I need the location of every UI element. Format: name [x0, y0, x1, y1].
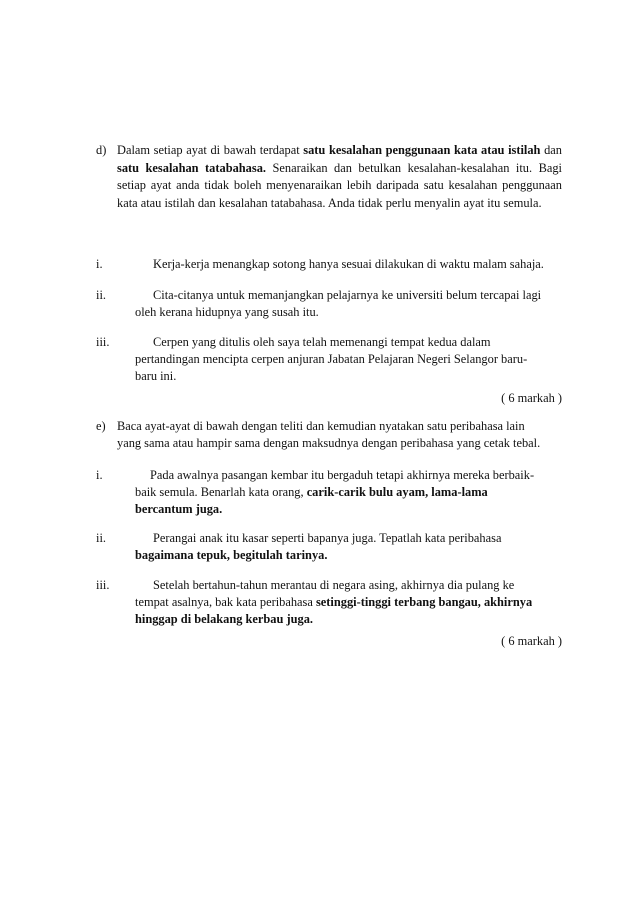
item-e-i-line-2 — [135, 484, 488, 502]
item-e-iii-line-2-text: tempat asalnya, bak kata peribahasa — [135, 595, 316, 609]
item-e-iii-line-3 — [135, 611, 313, 629]
item-d-ii-number: ii. — [96, 288, 106, 302]
section-e-instruction-line-1: Baca ayat-ayat di bawah dengan teliti dan kemudian nyatakan satu peribahasa lain — [117, 419, 525, 433]
item-d-iii-line-2: pertandingan mencipta cerpen anjuran Jabatan Pelajaran Negeri Selangor baru- — [135, 352, 528, 366]
item-e-iii-proverb-part-1: setinggi-tinggi terbang bangau, akhirnya — [315, 595, 533, 609]
section-d-bold-1: satu kesalahan penggunaan kata atau istilah — [303, 143, 541, 157]
item-e-iii-proverb-part-2: hinggap di belakang kerbau juga. — [135, 612, 314, 626]
section-d-instruction — [117, 142, 562, 212]
item-d-iii-line-1: Cerpen yang ditulis oleh saya telah memenangi tempat kedua dalam — [153, 335, 491, 349]
item-e-i-line-2-text: baik semula. Benarlah kata orang, — [135, 485, 307, 499]
item-d-ii-line-2: oleh kerana hidupnya yang susah itu. — [135, 305, 319, 319]
item-d-ii-line-1: Cita-citanya untuk memanjangkan pelajarnya ke universiti belum tercapai lagi — [153, 288, 542, 302]
item-e-ii-proverb: bagaimana tepuk, begitulah tarinya. — [135, 548, 328, 562]
section-e-marks: ( 6 markah ) — [501, 634, 562, 648]
item-e-iii-number: iii. — [96, 578, 110, 592]
item-e-i-proverb-part-2: bercantum juga. — [135, 502, 223, 516]
item-e-i-proverb-part-1: carik-carik bulu ayam, lama-lama — [306, 485, 488, 499]
section-d-bold-2: satu kesalahan tatabahasa. — [117, 160, 266, 175]
item-d-iii-line-3: baru ini. — [135, 369, 177, 383]
section-d-text-2: dan — [540, 143, 562, 157]
section-d-text-3: Senaraikan dan betulkan kesalahan-kesalahan itu. Bagi setiap ayat anda tidak boleh menyenaraikan lebih daripada satu kesalahan penggunaan kata atau istilah dan kesalahan tatabahasa. Anda tidak perlu menyalin ayat itu semula. — [117, 160, 563, 210]
item-d-i-number: i. — [96, 257, 103, 271]
section-e-instruction-line-2: yang sama atau hampir sama dengan maksudnya dengan peribahasa yang cetak tebal. — [117, 436, 541, 450]
section-d-marks: ( 6 markah ) — [501, 391, 562, 405]
item-e-ii-number: ii. — [96, 531, 106, 545]
item-d-iii-number: iii. — [96, 335, 110, 349]
item-e-ii-line-1: Perangai anak itu kasar seperti bapanya juga. Tepatlah kata peribahasa — [153, 531, 502, 545]
section-d-text-1: Dalam setiap ayat di bawah terdapat — [117, 143, 304, 157]
item-e-ii-line-2 — [135, 547, 327, 565]
item-d-i-line-1: Kerja-kerja menangkap sotong hanya sesuai dilakukan di waktu malam sahaja. — [153, 257, 544, 271]
item-e-i-number: i. — [96, 468, 103, 482]
item-e-iii-line-2 — [135, 594, 532, 612]
section-d-label: d) — [96, 143, 107, 157]
item-e-iii-line-1: Setelah bertahun-tahun merantau di negara asing, akhirnya dia pulang ke — [153, 578, 515, 592]
item-e-i-line-3 — [135, 501, 222, 519]
section-e-label: e) — [96, 419, 106, 433]
item-e-i-line-1: Pada awalnya pasangan kembar itu bergaduh tetapi akhirnya mereka berbaik- — [150, 468, 535, 482]
